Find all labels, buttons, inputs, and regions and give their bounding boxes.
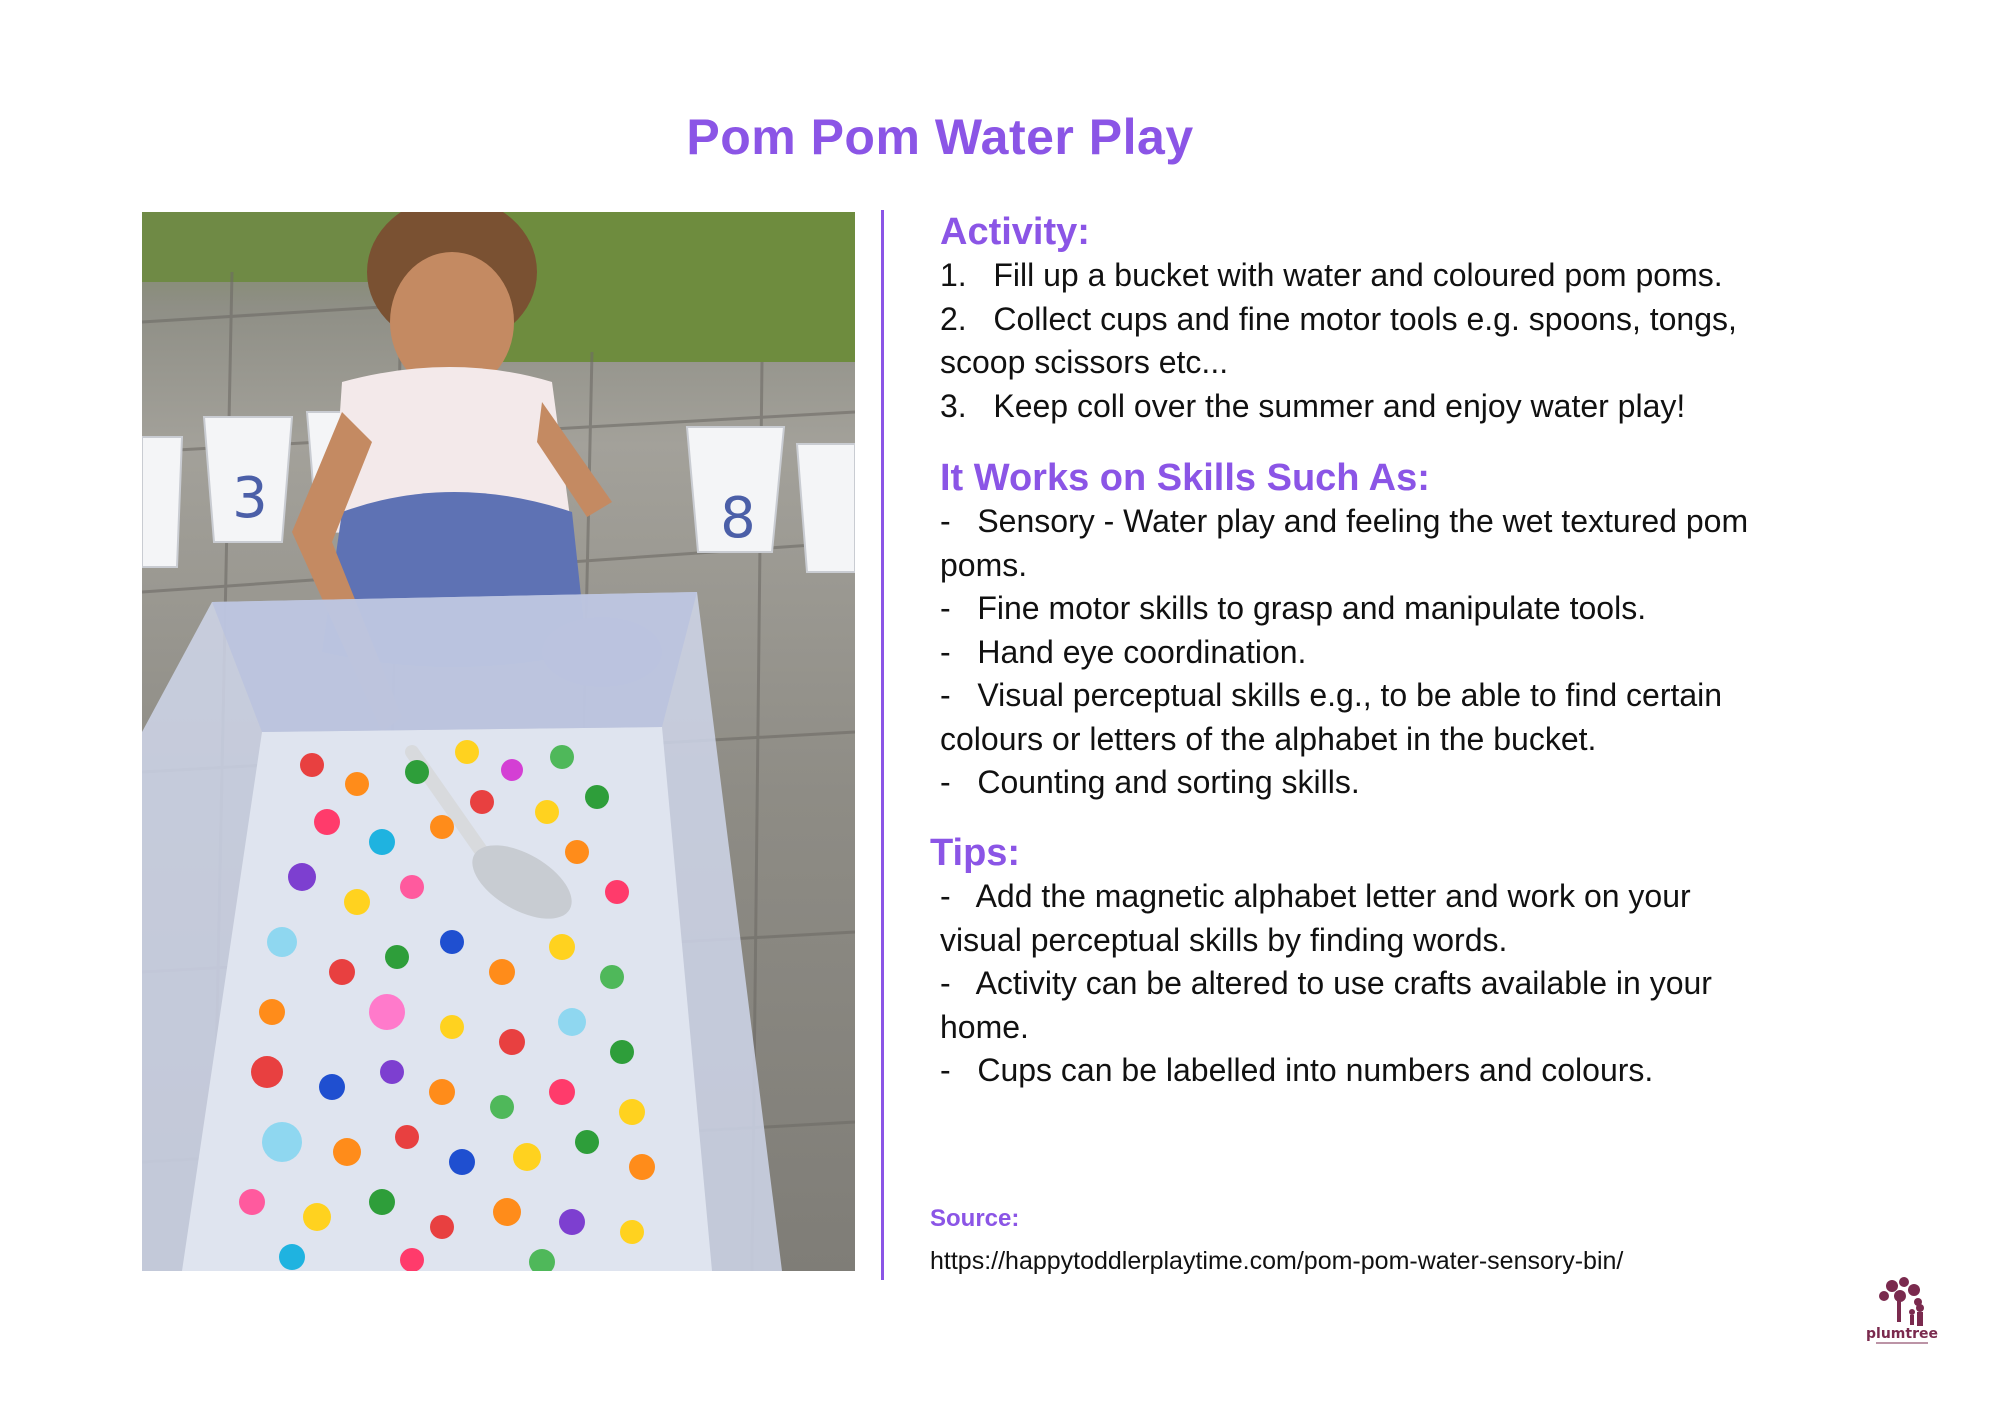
cup-number-8: 8 (720, 486, 756, 551)
source-link[interactable]: https://happytoddlerplaytime.com/pom-pom-water-sensory-bin/ (930, 1247, 1624, 1275)
tips-line: - Add the magnetic alphabet letter and work on your (940, 878, 1691, 914)
skills-line: - Counting and sorting skills. (940, 764, 1360, 800)
activity-photo (142, 212, 855, 1271)
activity-line: scoop scissors etc... (940, 344, 1229, 380)
tips-section (930, 831, 1712, 1093)
tips-heading: Tips: (930, 832, 1021, 874)
tips-line: home. (940, 1008, 1029, 1045)
skills-section (940, 456, 1748, 805)
skills-line: poms. (940, 546, 1028, 583)
tips-line: - Activity can be altered to use crafts available in your (940, 965, 1712, 1001)
skills-line: colours or letters of the alphabet in the bucket. (940, 720, 1597, 757)
activity-heading: Activity: (940, 211, 1090, 253)
activity-line: 3. Keep coll over the summer and enjoy water play! (940, 387, 1686, 424)
activity-line: 2. Collect cups and fine motor tools e.g. spoons, tongs, (940, 300, 1737, 337)
skills-heading: It Works on Skills Such As: (940, 457, 1430, 499)
cup-number-3: 3 (232, 466, 268, 531)
activity-line: 1. Fill up a bucket with water and coloured pom poms. (940, 257, 1723, 293)
page-title: Pom Pom Water Play (686, 109, 1194, 165)
column-divider (881, 210, 884, 1280)
skills-line: - Fine motor skills to grasp and manipulate tools. (940, 590, 1647, 626)
skills-line: - Hand eye coordination. (940, 633, 1307, 670)
skills-line: - Visual perceptual skills e.g., to be able to find certain (940, 677, 1723, 713)
plumtree-logo (1862, 1272, 1942, 1350)
source-label: Source: (930, 1205, 1020, 1232)
activity-section (940, 210, 1737, 428)
skills-line: - Sensory - Water play and feeling the wet textured pom (940, 503, 1749, 539)
logo-text: plumtree (1866, 1326, 1938, 1342)
tips-line: visual perceptual skills by finding words. (940, 921, 1508, 958)
tips-line: - Cups can be labelled into numbers and colours. (940, 1052, 1654, 1088)
